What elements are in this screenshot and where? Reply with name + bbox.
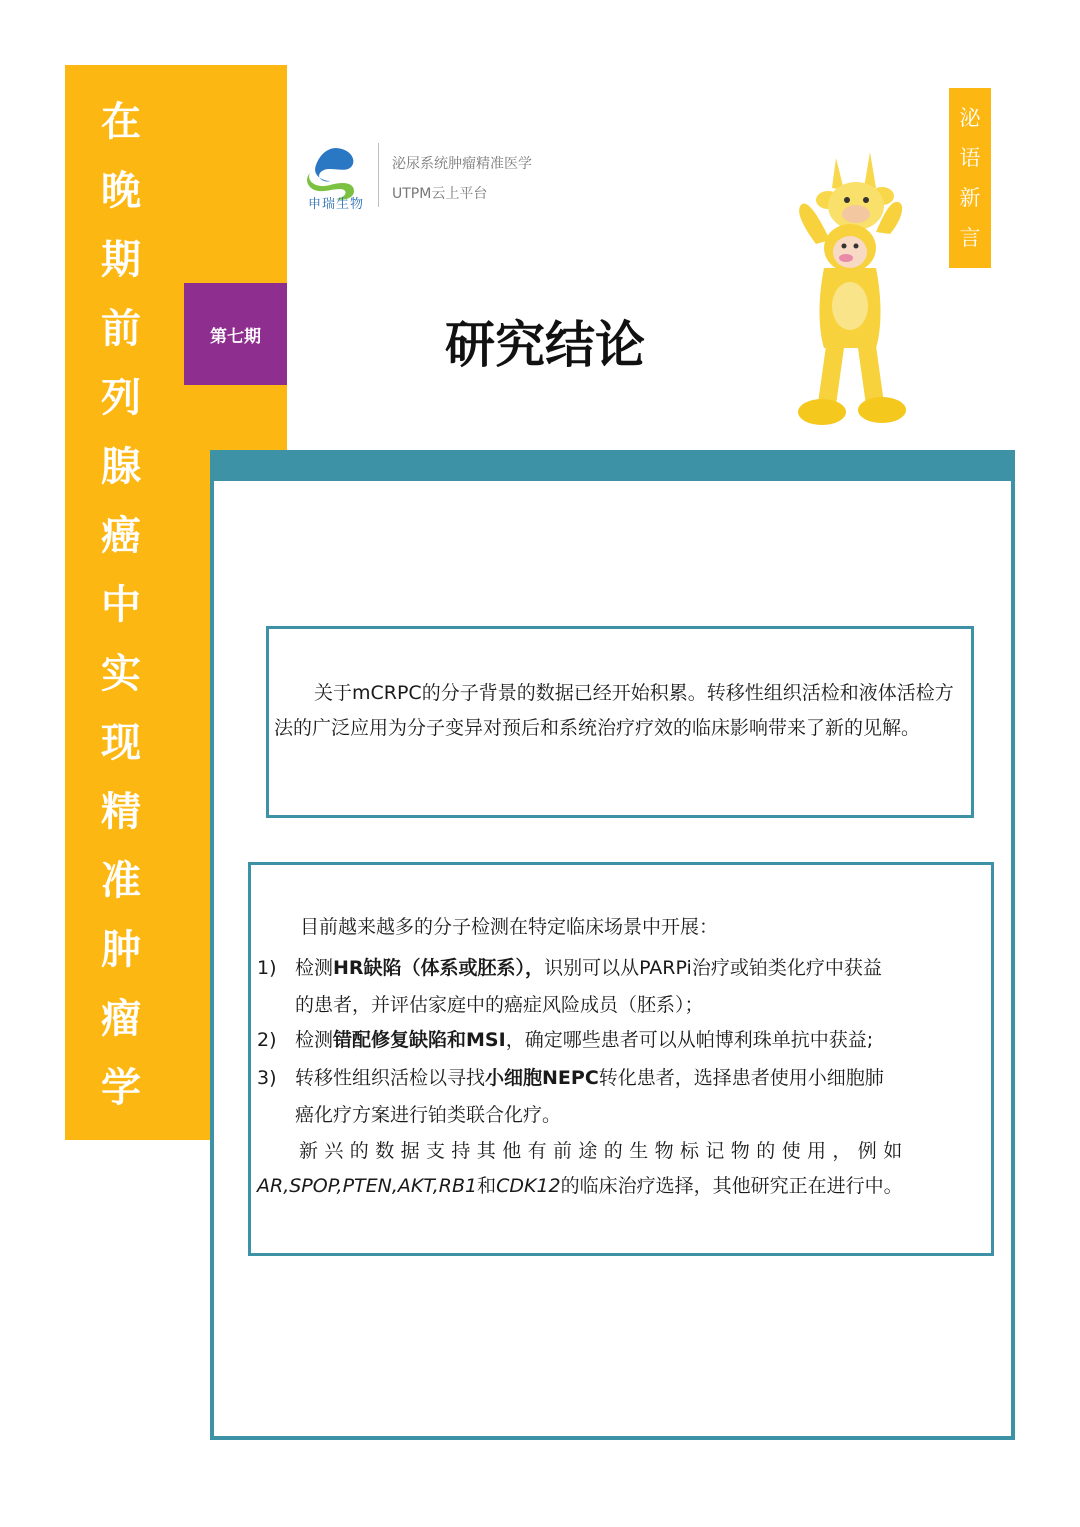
column-tag-char: 语	[959, 146, 981, 170]
list-item	[257, 1022, 992, 1059]
side-vertical-title	[65, 88, 177, 1123]
list-item	[257, 1060, 992, 1134]
list-item-bold: 小细胞NEPC	[485, 1067, 599, 1089]
side-title-char: 中	[101, 582, 141, 628]
issue-badge: 第七期	[184, 283, 287, 385]
side-title-char: 前	[101, 306, 141, 352]
list-item	[257, 950, 992, 1024]
list-item-bold: 错配修复缺陷和MSI	[333, 1029, 506, 1051]
header-divider	[378, 143, 379, 207]
column-tag-char: 言	[959, 226, 981, 250]
side-title-char: 癌	[101, 513, 141, 559]
closing-and: 和	[477, 1175, 497, 1197]
list-item-number: 1)	[257, 957, 277, 979]
side-title-char: 瘤	[101, 996, 141, 1042]
closing-line-1: 新兴的数据支持其他有前途的生物标记物的使用，例如	[299, 1140, 909, 1162]
conclusion-intro: 目前越来越多的分子检测在特定临床场景中开展：	[300, 916, 719, 938]
side-title-char: 实	[101, 651, 141, 697]
biomarker-list: AR,SPOP,PTEN,AKT,RB1	[257, 1175, 478, 1197]
page-title: 研究结论	[445, 316, 645, 374]
list-item-number: 2)	[257, 1029, 277, 1051]
list-item-continuation: 癌化疗方案进行铂类联合化疗。	[295, 1104, 562, 1126]
column-tag	[949, 88, 991, 268]
mascot-costume-image	[778, 148, 918, 430]
side-title-char: 期	[101, 237, 141, 283]
list-item-text: 转化患者，选择患者使用小细胞肺	[598, 1067, 884, 1089]
list-item-number: 3)	[257, 1067, 277, 1089]
company-name: 申瑞生物	[307, 197, 364, 212]
list-item-text: 检测	[295, 1029, 334, 1051]
content-panel-header	[210, 450, 1015, 481]
side-title-char: 准	[101, 858, 141, 904]
side-title-char: 肿	[101, 927, 141, 973]
list-item-text: 检测	[295, 957, 334, 979]
platform-line-2: UTPM云上平台	[392, 186, 488, 202]
side-title-char: 腺	[101, 444, 141, 490]
side-title-char: 学	[101, 1065, 141, 1111]
list-item-text: 转移性组织活检以寻找	[295, 1067, 486, 1089]
side-title-char: 晚	[101, 168, 141, 214]
closing-paragraph	[257, 1134, 985, 1204]
platform-line-1: 泌尿系统肿瘤精准医学	[392, 156, 532, 172]
biomarker-cdk12: CDK12	[496, 1175, 561, 1197]
list-item-bold: HR缺陷（体系或胚系），	[333, 957, 545, 979]
side-title-char: 精	[101, 789, 141, 835]
column-tag-char: 新	[959, 186, 981, 210]
conclusion-paragraph-1: 关于mCRPC的分子背景的数据已经开始积累。转移性组织活检和液体活检方法的广泛应用为分子变异对预后和系统治疗疗效的临床影响带来了新的见解。	[274, 682, 954, 739]
closing-rest: 的临床治疗选择，其他研究正在进行中。	[560, 1175, 903, 1197]
list-item-continuation: 的患者，并评估家庭中的癌症风险成员（胚系）；	[295, 994, 704, 1016]
list-item-text: ，确定哪些患者可以从帕博利珠单抗中获益;	[505, 1029, 874, 1051]
list-item-text: 识别可以从PARPi治疗或铂类化疗中获益	[544, 957, 882, 979]
column-tag-char: 泌	[959, 106, 981, 130]
side-title-char: 现	[101, 720, 141, 766]
side-title-char: 在	[101, 99, 141, 145]
side-title-char: 列	[101, 375, 141, 421]
